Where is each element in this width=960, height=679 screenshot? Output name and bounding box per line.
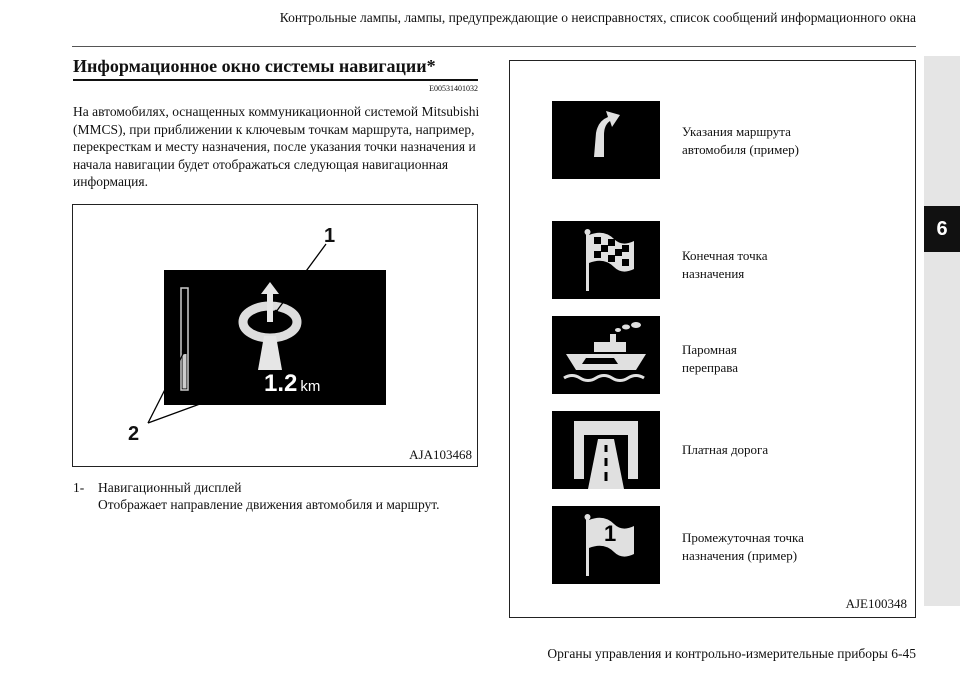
page-header-title: Контрольные лампы, лампы, предупреждающие о неисправностях, список сообщений информационного окна bbox=[279, 10, 916, 25]
callout-1: 1 bbox=[324, 225, 336, 247]
main-figure-code: AJA103468 bbox=[409, 447, 472, 462]
list-item-description: Отображает направление движения автомобиля и маршрут. bbox=[98, 497, 440, 512]
callout-legend-list bbox=[73, 479, 493, 513]
waypoint-number: 1 bbox=[604, 521, 617, 546]
callout-2: 2 bbox=[128, 423, 140, 445]
chapter-number-badge: 6 bbox=[924, 206, 960, 252]
distance-value: 1.2 bbox=[264, 370, 298, 397]
distance-unit: km bbox=[300, 378, 321, 395]
section-title: Информационное окно системы навигации* bbox=[73, 56, 436, 76]
destination-label: Конечная точка назначения bbox=[682, 248, 768, 281]
route-direction-label: Указания маршрута автомобиля (пример) bbox=[682, 124, 799, 157]
ferry-label: Паромная переправа bbox=[682, 342, 738, 375]
section-code: E00531401032 bbox=[429, 84, 478, 93]
intro-paragraph: На автомобилях, оснащенных коммуникационной системой Mitsubishi (MMCS), при приближении к ключевым точкам маршрута, например, перекресткам и месту назначения, после указания точки назначения и начала навигации будет отображаться следующая навигационная информация. bbox=[73, 104, 480, 189]
toll-road-label: Платная дорога bbox=[682, 442, 769, 457]
list-item-number: 1- bbox=[73, 480, 85, 495]
checkered-flag-icon bbox=[552, 221, 660, 299]
waypoint-flag-icon bbox=[552, 506, 660, 584]
waypoint-label: Промежуточная точка назначения (пример) bbox=[682, 530, 804, 563]
icons-panel-code: AJE100348 bbox=[845, 596, 907, 611]
list-item-title: Навигационный дисплей bbox=[98, 480, 242, 495]
ferry-icon bbox=[552, 316, 660, 394]
list-item bbox=[73, 479, 493, 513]
page-footer: Органы управления и контрольно-измерительные приборы 6-45 bbox=[547, 646, 916, 661]
toll-road-icon bbox=[552, 411, 660, 489]
route-direction-icon bbox=[552, 101, 660, 179]
